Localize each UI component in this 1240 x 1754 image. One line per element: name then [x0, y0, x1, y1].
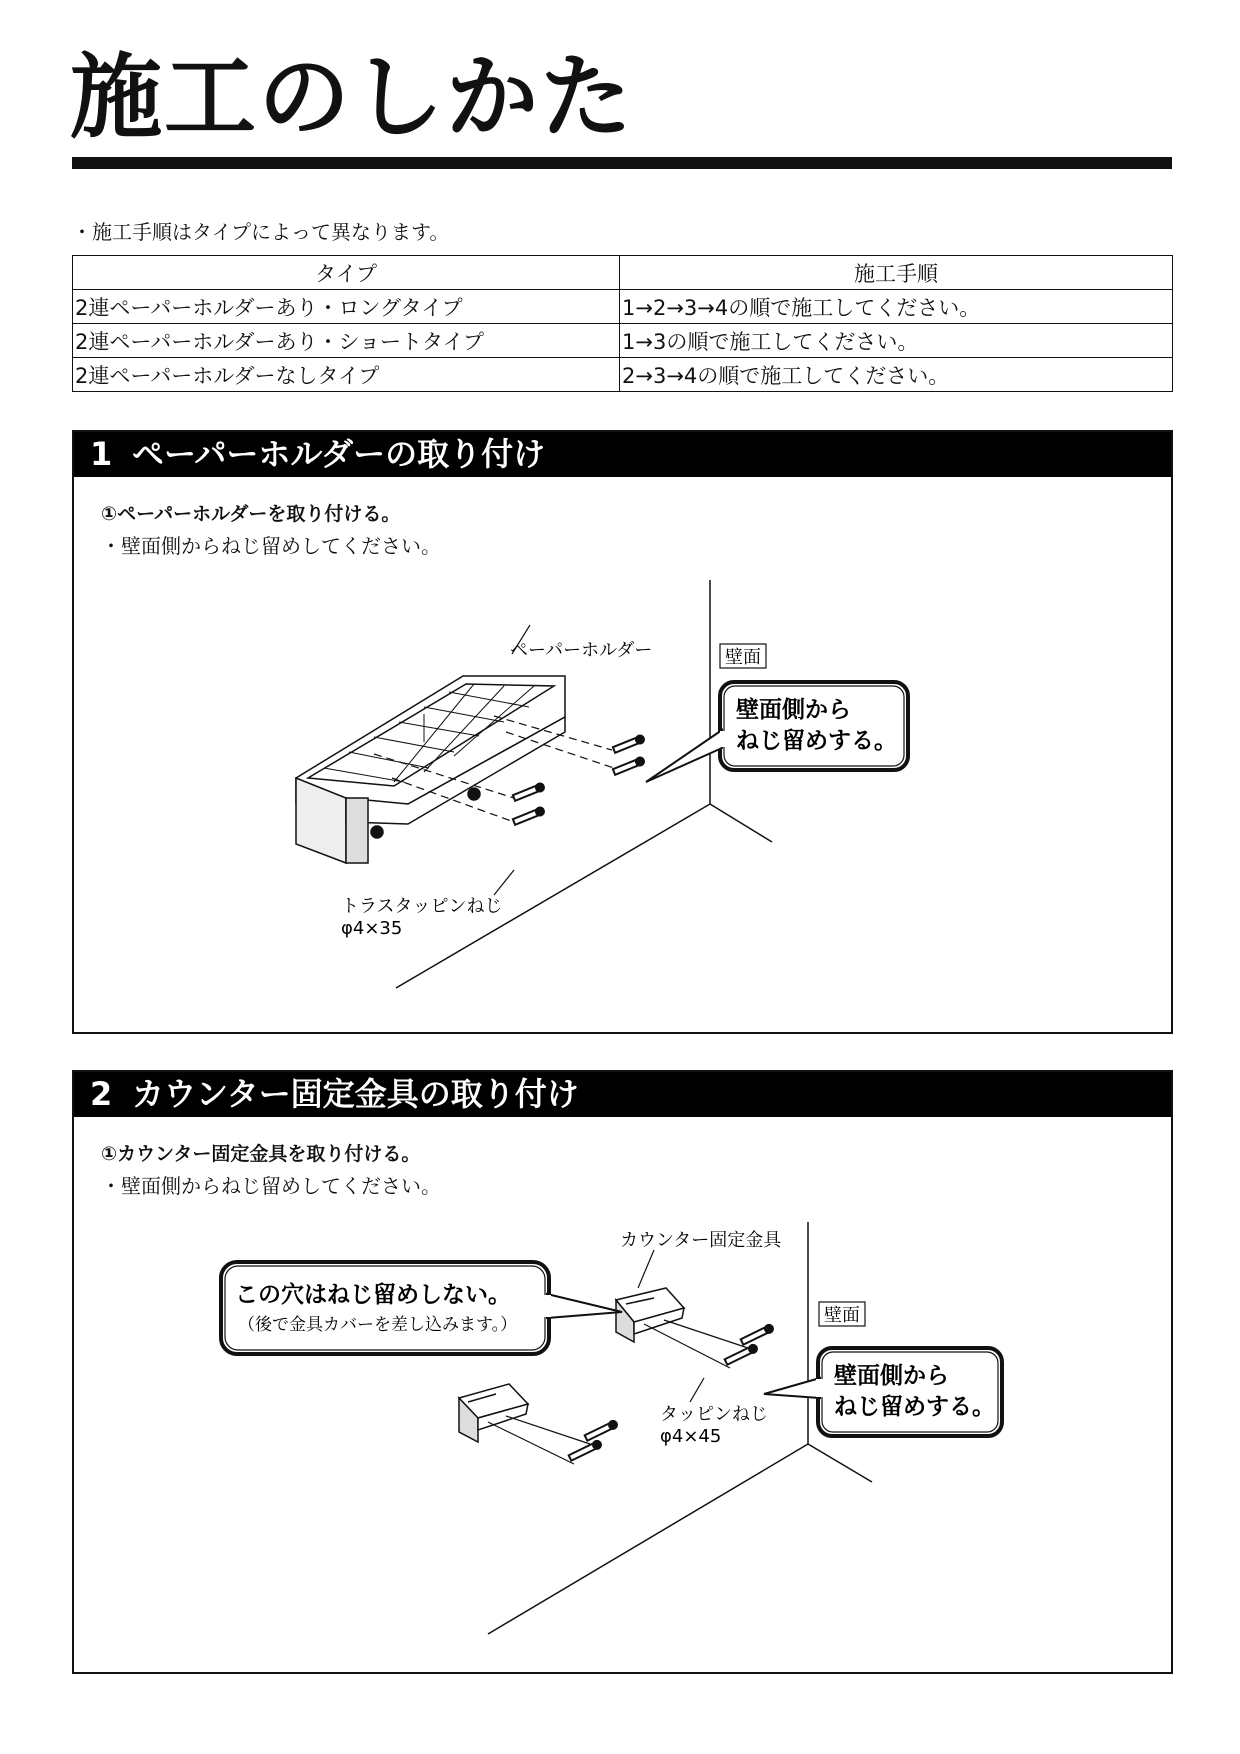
section-1-step-note: ・壁面側からねじ留めしてください。	[101, 534, 441, 558]
section-1-title: ペーパーホルダーの取り付け	[132, 435, 546, 473]
table-cell-procedure: 1→2→3→4の順で施工してください。	[620, 290, 1173, 324]
table-row	[73, 358, 1173, 392]
intro-note: ・施工手順はタイプによって異なります。	[72, 220, 450, 244]
section-2-step-title: ①カウンター固定金具を取り付ける。	[101, 1143, 421, 1165]
wall-label: 壁面	[725, 647, 761, 668]
counter-bracket-label: カウンター固定金具	[620, 1230, 782, 1251]
screw-size-label: φ4×45	[660, 1426, 722, 1447]
page-title: 施工のしかた	[70, 44, 635, 151]
wall-screw-callout	[764, 1348, 1002, 1436]
paper-holder-part	[296, 676, 565, 863]
table-row	[73, 324, 1173, 358]
title-rule	[72, 157, 1172, 169]
screw-size-label: φ4×35	[341, 918, 403, 939]
table-cell-type: 2連ペーパーホルダーあり・ロングタイプ	[73, 290, 620, 324]
wall-label: 壁面	[824, 1305, 860, 1326]
table-header-type: タイプ	[73, 256, 620, 290]
table-header-row	[73, 256, 1173, 290]
table-cell-type: 2連ペーパーホルダーあり・ショートタイプ	[73, 324, 620, 358]
section-1-step-title: ①ペーパーホルダーを取り付ける。	[101, 503, 401, 525]
table-row	[73, 290, 1173, 324]
section-paper-holder	[72, 430, 1173, 1034]
lower-bracket-part	[459, 1384, 528, 1442]
screw-name-label: タッピンねじ	[660, 1404, 768, 1425]
screw-name-label: トラスタッピンねじ	[341, 896, 503, 917]
callout-line-1: 壁面側から	[736, 697, 851, 723]
upper-bracket-part	[616, 1288, 684, 1342]
section-2-step-note: ・壁面側からねじ留めしてください。	[101, 1174, 441, 1198]
callout-line-1: 壁面側から	[834, 1363, 949, 1389]
table-cell-procedure: 2→3→4の順で施工してください。	[620, 358, 1173, 392]
type-procedure-table	[72, 255, 1173, 392]
callout-line-2: ねじ留めする。	[834, 1394, 995, 1420]
table-header-procedure: 施工手順	[620, 256, 1173, 290]
hole-callout-line-1: この穴はねじ留めしない。	[235, 1282, 511, 1308]
section-counter-bracket	[72, 1070, 1173, 1674]
paper-holder-diagram	[74, 432, 1171, 1032]
counter-bracket-diagram	[74, 1072, 1171, 1672]
wall-screw-callout	[646, 682, 908, 782]
hole-callout	[221, 1262, 622, 1354]
hole-callout-line-2: （後で金具カバーを差し込みます。）	[238, 1315, 518, 1335]
section-2-number: 2	[90, 1075, 113, 1113]
callout-line-2: ねじ留めする。	[736, 728, 897, 754]
section-2-title: カウンター固定金具の取り付け	[132, 1075, 579, 1113]
paper-holder-label: ペーパーホルダー	[510, 640, 653, 661]
table-cell-procedure: 1→3の順で施工してください。	[620, 324, 1173, 358]
section-1-number: 1	[90, 435, 113, 473]
table-cell-type: 2連ペーパーホルダーなしタイプ	[73, 358, 620, 392]
